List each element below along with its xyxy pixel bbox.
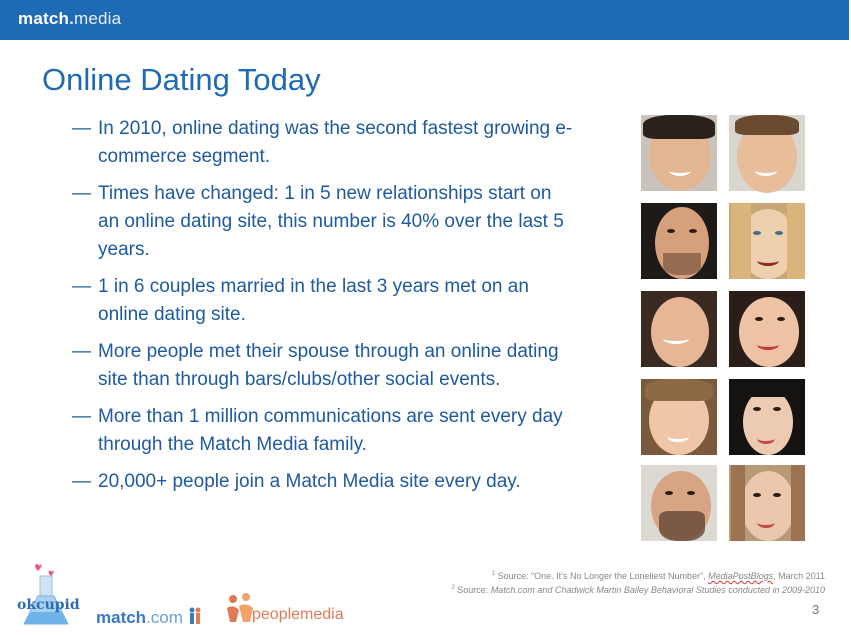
footnote-1-publication: MediaPostBlogs [708, 571, 774, 581]
footnote-2-text: Match.com and Chadwick Martin Bailey Behavioral Studies conducted in 2009-2010 [490, 585, 825, 595]
brand-part1: match [18, 9, 70, 28]
footnote-1-text: Source: “One. It’s No Longer the Loneliest Number”, [495, 571, 709, 581]
bullet-dash: — [72, 341, 91, 362]
face-photo [729, 115, 805, 191]
footnote-2-marker: 2 [451, 585, 455, 591]
footnote-1-marker: 1 [491, 571, 496, 577]
bullet-text: 20,000+ people join a Match Media site every day. [98, 471, 521, 492]
footnote-2 [451, 582, 825, 596]
bullet-item [74, 273, 574, 329]
bullet-text: Times have changed: 1 in 5 new relationships start on an online dating site, this number is 40% over the last 5 years. [98, 183, 564, 260]
face-photo [729, 379, 805, 455]
face-photo [641, 203, 717, 279]
face-photo [641, 291, 717, 367]
footnote-2-prefix: Source: [454, 585, 491, 595]
bullet-item [74, 115, 574, 171]
footnote-1 [451, 568, 825, 582]
brand-part2: media [74, 9, 122, 28]
matchcom-part1: match [96, 608, 147, 627]
header-bar [0, 0, 849, 40]
brand-dot: . [69, 9, 75, 28]
okcupid-wordmark: okcupid [17, 597, 80, 613]
okcupid-flask-icon [14, 560, 84, 630]
brand-logo [18, 9, 121, 29]
bullet-text: 1 in 6 couples married in the last 3 years met on an online dating site. [98, 276, 529, 325]
bullet-item [74, 338, 574, 394]
bullet-dash: — [72, 118, 91, 139]
bullet-item [74, 468, 574, 496]
footnotes [451, 568, 825, 596]
okcupid-logo [14, 560, 84, 630]
footnote-1-date: , March 2011 [773, 571, 825, 581]
bullet-text: In 2010, online dating was the second fastest growing e-commerce segment. [98, 118, 573, 167]
peoplemedia-wordmark: peoplemedia [252, 606, 344, 623]
bullet-dash: — [72, 406, 91, 427]
matchcom-figures-icon [187, 606, 203, 626]
slide-title: Online Dating Today [42, 62, 321, 97]
page-number: 3 [812, 602, 820, 617]
matchcom-part2: .com [146, 608, 183, 627]
bullet-item [74, 180, 574, 264]
face-photo [641, 115, 717, 191]
bullet-text: More people met their spouse through an online dating site than through bars/clubs/other social events. [98, 341, 559, 390]
bullet-item [74, 403, 574, 459]
face-photo [641, 465, 717, 541]
face-photo [729, 291, 805, 367]
matchcom-logo [96, 606, 203, 628]
bullet-text: More than 1 million communications are sent every day through the Match Media family. [98, 406, 563, 455]
bullet-dash: — [72, 276, 91, 297]
bullet-dash: — [72, 183, 91, 204]
face-photo [729, 465, 805, 541]
photo-grid [641, 115, 807, 541]
bullet-list [74, 115, 574, 505]
face-photo [729, 203, 805, 279]
face-photo [641, 379, 717, 455]
bullet-dash: — [72, 471, 91, 492]
